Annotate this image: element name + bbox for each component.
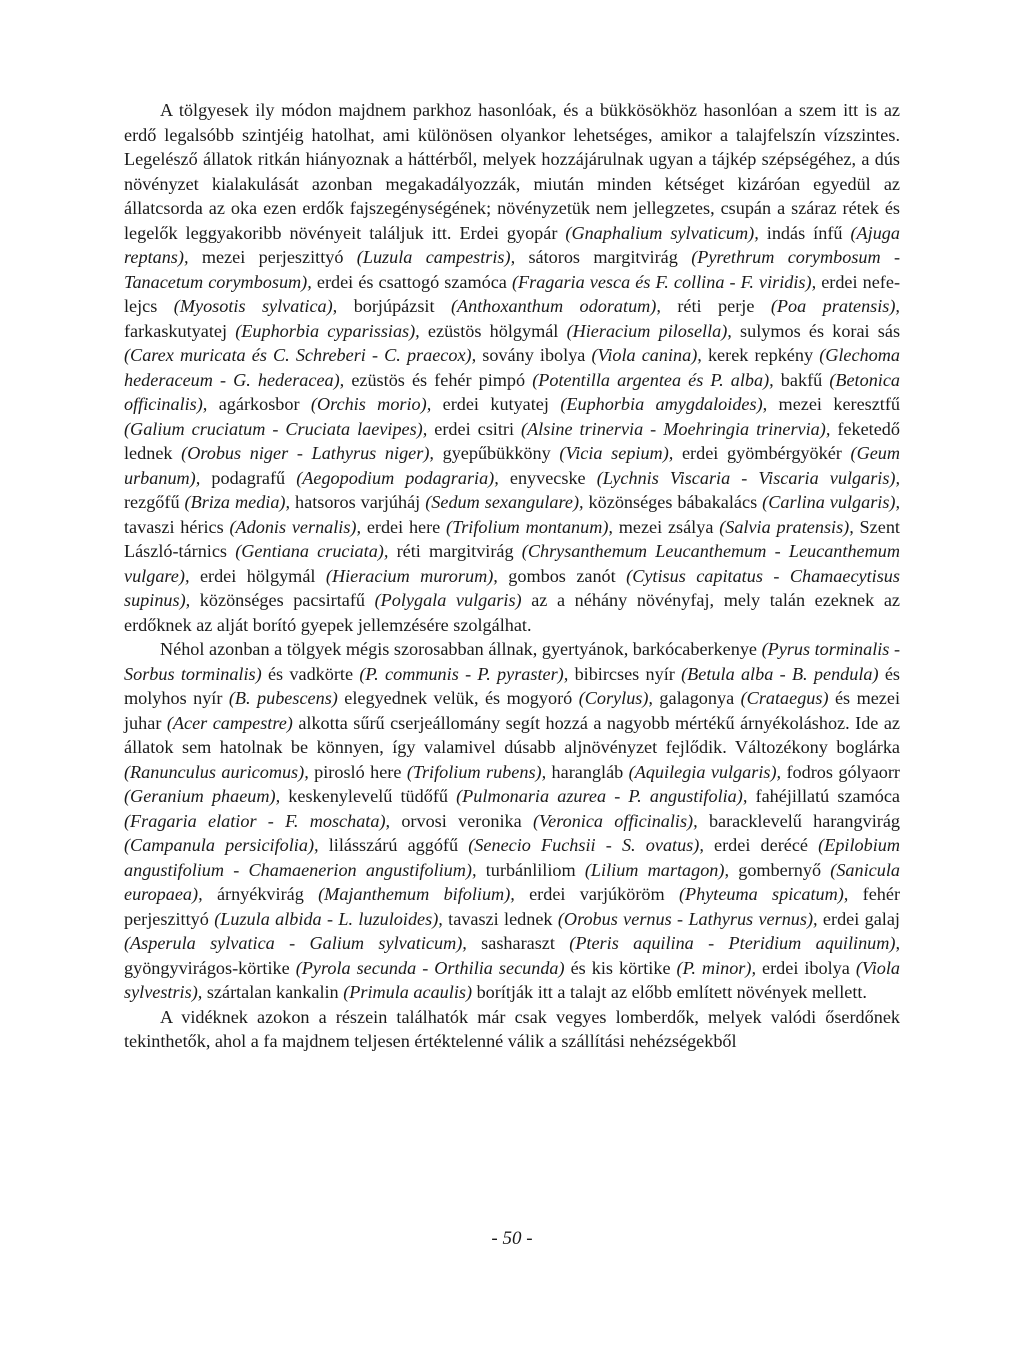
text-run: gyepűbükköny bbox=[433, 443, 560, 463]
latin-name: (Euphorbia cyparissias), bbox=[235, 320, 420, 341]
text-run: réti margitvirág bbox=[388, 541, 522, 561]
latin-name: (Epilobium angustifolium - Chamaenerion angustifolium), bbox=[124, 835, 901, 880]
latin-name: (Euphorbia amygdaloides), bbox=[560, 394, 768, 414]
latin-name: (Betonica officinalis), bbox=[124, 369, 901, 414]
text-run: farkaskutyatej bbox=[124, 320, 236, 341]
latin-name: (P. communis - P. pyraster), bbox=[359, 663, 569, 684]
text-run: keskenylevelű tüdőfű bbox=[280, 786, 457, 806]
latin-name: (Galium cruciatum - Cruciata laevipes), bbox=[124, 418, 428, 439]
latin-name: (Campanula persicifolia), bbox=[124, 835, 319, 855]
text-run: erdei galaj bbox=[817, 908, 900, 929]
text-run: agárkosbor bbox=[207, 394, 311, 414]
latin-name: (Luzula albida - L. luzuloides), bbox=[214, 908, 443, 929]
text-run: baracklevelű harangvirág bbox=[697, 810, 900, 831]
text-run: rezgőfű bbox=[124, 492, 185, 512]
text-run: bibircses nyír bbox=[568, 663, 682, 684]
latin-name: (Gnaphalium sylvaticum), bbox=[565, 222, 759, 243]
text-run: erdei csitri bbox=[427, 418, 522, 439]
text-run: alkotta sűrű cserjeállomány segít hozzá a nagyobb mértékű árnyékoláshoz. Ide az állatok sem hatolnak be könnyen, így valamivel dúsabb aljnövényzet fejlődik. Változékony boglárka bbox=[124, 712, 900, 757]
text-run: fahéjillatú szamóca bbox=[747, 786, 901, 806]
text-run: erdei hölgymál bbox=[189, 565, 326, 586]
text-run: A vidéknek azokon a részein találhatók már csak vegyes lomberdők, melyek valódi őserdőnek tekinthetők, ahol a fa majdnem teljesen értéktelenné válik a szállítási nehézségekből bbox=[124, 1006, 900, 1051]
latin-name: (Sanicula europaea), bbox=[124, 859, 900, 904]
latin-name: (B. pubescens) bbox=[228, 688, 338, 708]
latin-name: (Veronica officinalis), bbox=[533, 810, 698, 831]
text-run: árnyékvirág bbox=[202, 884, 319, 904]
text-run: fehér perjeszittyó bbox=[124, 884, 900, 929]
latin-name: (Potentilla argentea és P. alba), bbox=[532, 369, 774, 390]
latin-name: (Pyrethrum corymbosum - Tanacetum corymbosum), bbox=[124, 247, 901, 292]
latin-name: (Cytisus capitatus - Chamaecytisus supinus), bbox=[124, 565, 900, 610]
latin-name: (Carex muricata és C. Schreberi - C. praecox), bbox=[124, 345, 477, 365]
paragraph-1 bbox=[124, 98, 900, 637]
text-run: elegyednek velük, és mogyoró bbox=[337, 688, 579, 708]
latin-name: (Carlina vulgaris), bbox=[762, 492, 901, 512]
latin-name: (Salvia pratensis), bbox=[719, 516, 854, 537]
paragraph-2 bbox=[124, 637, 900, 1005]
text-run: turbánliliom bbox=[476, 859, 585, 880]
text-run: enyvecske bbox=[498, 467, 597, 488]
latin-name: (Fragaria elatior - F. moschata), bbox=[124, 810, 391, 831]
page-number: - 50 - bbox=[491, 1228, 533, 1249]
latin-name: (Geranium phaeum), bbox=[124, 786, 281, 806]
text-run: sátoros margitvirág bbox=[515, 247, 692, 267]
text-run: tavaszi hérics bbox=[124, 516, 230, 537]
text-run: erdei ibolya bbox=[756, 957, 856, 978]
latin-name: (Corylus), bbox=[578, 688, 653, 708]
latin-name: (Viola sylvestris), bbox=[124, 957, 900, 1002]
text-run: és vadkörte bbox=[261, 663, 360, 684]
page-body bbox=[124, 98, 900, 1054]
latin-name: (Gentiana cruciata), bbox=[235, 541, 389, 561]
text-run: gombernyő bbox=[729, 859, 831, 880]
text-run: sovány ibolya bbox=[476, 345, 592, 365]
latin-name: (Phyteuma spicatum), bbox=[678, 884, 849, 904]
latin-name: (Lilium martagon), bbox=[584, 859, 729, 880]
latin-name: (Alsine trinervia - Moehringia trinervia), bbox=[521, 418, 831, 439]
latin-name: (Majanthemum bifolium), bbox=[318, 884, 515, 904]
text-run: fodros gólyaorr bbox=[781, 761, 900, 782]
latin-name: (Trifolium rubens), bbox=[406, 761, 547, 782]
text-run: Szent László-tárnics bbox=[124, 516, 900, 561]
text-run: feketedő lednek bbox=[124, 418, 900, 463]
latin-name: (Fragaria vesca és F. collina - F. viridis), bbox=[511, 271, 817, 292]
latin-name: (Luzula campestris), bbox=[356, 247, 516, 267]
latin-name: (Senecio Fuchsii - S. ovatus), bbox=[468, 835, 704, 855]
text-run: és mezei juhar bbox=[124, 688, 901, 733]
latin-name: (Pyrus torminalis - Sorbus torminalis) bbox=[124, 639, 900, 684]
text-run: hatsoros varjúháj bbox=[290, 492, 426, 512]
text-run: sasharaszt bbox=[466, 933, 570, 953]
latin-name: (Betula alba - B. pendula) bbox=[681, 663, 879, 684]
latin-name: (Asperula sylvatica - Galium sylvaticum), bbox=[124, 933, 467, 953]
text-run: kerek repkény bbox=[701, 345, 820, 365]
text-run: erdei nefelejcs bbox=[124, 271, 901, 316]
latin-name: (Polygala vulgaris) bbox=[374, 590, 522, 610]
text-run: és kis körtike bbox=[564, 957, 677, 978]
text-run: A tölgyesek ily módon majdnem parkhoz hasonlóak, és a bükkösökhöz hasonlóan a szem itt is az erdő legalsóbb szintjéig hatolhat, ami különösen olyankor lehetséges, amikor a talajfelszín vízszintes. Legelésző állatok ritkán hiányoznak a háttérből, melyek hozzájárulnak ugyan a tájkép szépségéhez, a dús növényzet kialakulását azonban megakadályozzák, miután minden kétséget kizáróan egyedül az állatcsorda az oka ezen erdők fajszegénységének; növényzetük nem jellegzetes, csupán a száraz rétek és legelők leggyakoribb növényeit találjuk itt. Erdei gyopár bbox=[124, 100, 900, 243]
text-run: közönséges pacsirtafű bbox=[190, 590, 375, 610]
latin-name: (Briza media), bbox=[184, 492, 291, 512]
latin-name: (Poa pratensis), bbox=[770, 296, 900, 316]
latin-name: (Lychnis Viscaria - Viscaria vulgaris), bbox=[596, 467, 901, 488]
text-run: erdei here bbox=[361, 516, 447, 537]
text-run: mezei perjeszittyó bbox=[188, 247, 357, 267]
text-run: erdei és csattogó szamóca bbox=[311, 271, 512, 292]
latin-name: (Glechoma hederaceum - G. hederacea), bbox=[124, 345, 900, 390]
text-run: gombos zanót bbox=[497, 565, 627, 586]
text-run: orvosi veronika bbox=[390, 810, 533, 831]
text-run: mezei keresztfű bbox=[767, 394, 901, 414]
latin-name: (Trifolium montanum), bbox=[446, 516, 613, 537]
latin-name: (Anthoxanthum odoratum), bbox=[450, 296, 661, 316]
text-run: indás ínfű bbox=[758, 222, 851, 243]
latin-name: (Aegopodium podagraria), bbox=[296, 467, 499, 488]
latin-name: (P. minor), bbox=[676, 957, 756, 978]
text-run: közönséges bábakalács bbox=[583, 492, 763, 512]
latin-name: (Hieracium pilosella), bbox=[566, 320, 732, 341]
latin-name: (Viola canina), bbox=[591, 345, 702, 365]
text-run: erdei gyömbérgyökér bbox=[673, 443, 851, 463]
latin-name: (Adonis vernalis), bbox=[229, 516, 362, 537]
latin-name: (Acer campestre) bbox=[166, 712, 293, 733]
text-run: borítják itt a talajt az előbb említett növények mellett. bbox=[472, 982, 867, 1002]
text-run: mezei zsálya bbox=[612, 516, 720, 537]
latin-name: (Pulmonaria azurea - P. angustifolia), bbox=[456, 786, 748, 806]
text-run: erdei kutyatej bbox=[431, 394, 561, 414]
text-run: ezüstös és fehér pimpó bbox=[344, 369, 533, 390]
text-run: szártalan kankalin bbox=[202, 982, 344, 1002]
latin-name: (Hieracium murorum), bbox=[325, 565, 498, 586]
text-run: borjúpázsit bbox=[337, 296, 451, 316]
text-run: Néhol azonban a tölgyek mégis szorosabban állnak, gyertyánok, barkócaberkenye bbox=[160, 639, 762, 659]
text-run: tavaszi lednek bbox=[442, 908, 558, 929]
text-run: bakfű bbox=[773, 369, 830, 390]
latin-name: (Orobus vernus - Lathyrus vernus), bbox=[557, 908, 818, 929]
text-run: galagonya bbox=[652, 688, 741, 708]
latin-name: (Pyrola secunda - Orthilia secunda) bbox=[295, 957, 565, 978]
latin-name: (Chrysanthemum Leucanthemum - Leucanthemum vulgare), bbox=[124, 541, 900, 586]
latin-name: (Myosotis sylvatica), bbox=[173, 296, 338, 316]
text-run: ezüstös hölgymál bbox=[419, 320, 567, 341]
text-run: erdei varjúköröm bbox=[514, 884, 679, 904]
text-run: pirosló here bbox=[308, 761, 407, 782]
paragraph-3 bbox=[124, 1005, 900, 1054]
latin-name: (Pteris aquilina - Pteridium aquilinum), bbox=[569, 933, 900, 953]
latin-name: (Ranunculus auricomus), bbox=[124, 761, 309, 782]
latin-name: (Orobus niger - Lathyrus niger), bbox=[181, 443, 434, 463]
text-run: sulymos és korai sás bbox=[731, 320, 901, 341]
text-run: podagrafű bbox=[200, 467, 297, 488]
text-run: gyöngyvirágos-körtike bbox=[124, 957, 296, 978]
latin-name: (Ajuga reptans), bbox=[124, 222, 900, 267]
latin-name: (Primula acaulis) bbox=[343, 982, 473, 1002]
text-run: harangláb bbox=[546, 761, 629, 782]
text-run: réti perje bbox=[660, 296, 771, 316]
text-run: lilásszárú aggófű bbox=[318, 835, 469, 855]
latin-name: (Vicia sepium), bbox=[559, 443, 674, 463]
latin-name: (Crataegus) bbox=[740, 688, 829, 708]
text-run: erdei derécé bbox=[703, 835, 819, 855]
latin-name: (Aquilegia vulgaris), bbox=[628, 761, 782, 782]
text-run: és molyhos nyír bbox=[124, 663, 901, 708]
latin-name: (Orchis morio), bbox=[310, 394, 432, 414]
text-run: az a néhány növényfaj, mely talán ezeknek az erdőknek az alját borító gyepek jellemzésére szolgálhat. bbox=[124, 590, 900, 635]
latin-name: (Sedum sexangulare), bbox=[425, 492, 584, 512]
latin-name: (Geum urbanum), bbox=[124, 443, 901, 488]
